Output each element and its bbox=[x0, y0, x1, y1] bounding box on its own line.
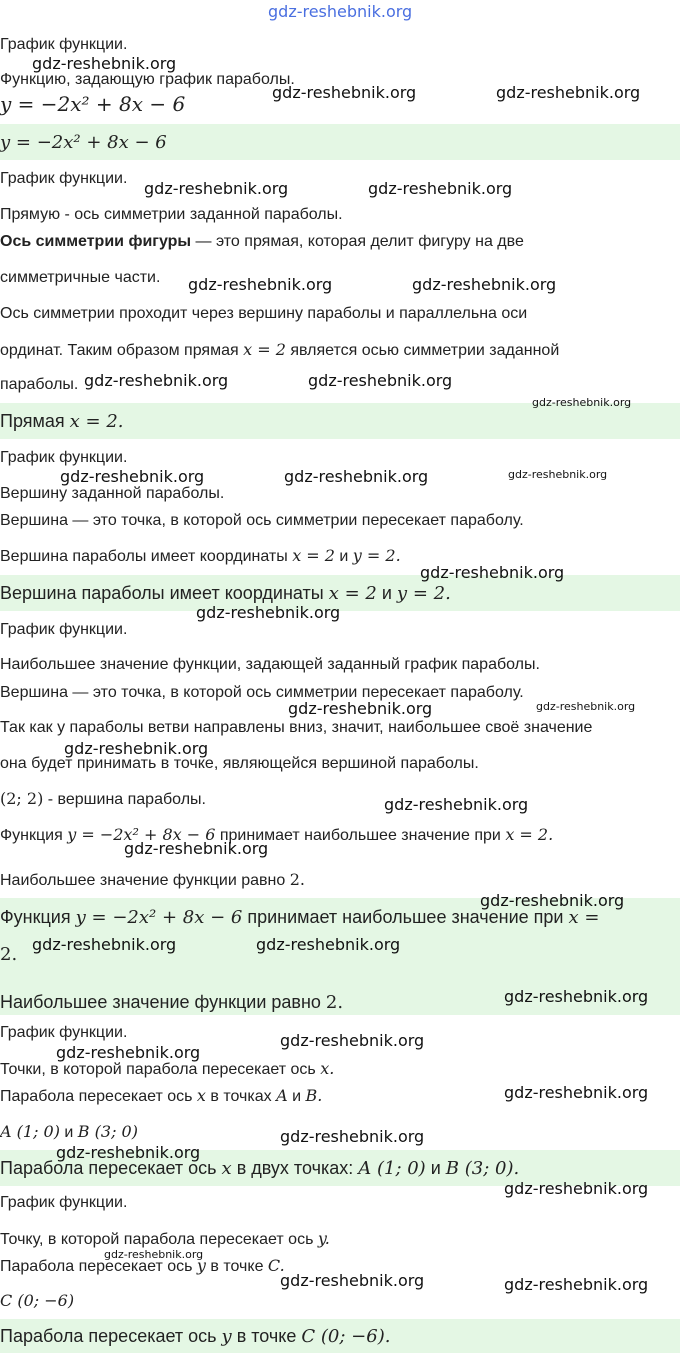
text-line: параболы. bbox=[0, 376, 79, 393]
watermark: gdz-reshebnik.org bbox=[60, 467, 205, 486]
text-line: она будет принимать в точке, являющейся вершиной параболы. bbox=[0, 755, 479, 772]
answer-text: Функция y = −2x² + 8x − 6 принимает наибольшее значение при x = bbox=[0, 907, 600, 928]
answer-text: Наибольшее значение функции равно 2. bbox=[0, 992, 344, 1013]
text-line: Парабола пересекает ось x в точках A и B. bbox=[0, 1086, 323, 1105]
watermark: gdz-reshebnik.org bbox=[288, 699, 433, 718]
watermark: gdz-reshebnik.org bbox=[84, 371, 229, 390]
text-line: График функции. bbox=[0, 449, 128, 466]
watermark: gdz-reshebnik.org bbox=[104, 1248, 204, 1261]
watermark: gdz-reshebnik.org bbox=[280, 1271, 425, 1290]
text-line: (2; 2) - вершина параболы. bbox=[0, 789, 206, 808]
watermark: gdz-reshebnik.org bbox=[284, 467, 429, 486]
text-line: График функции. bbox=[0, 36, 128, 53]
answer-text: Парабола пересекает ось y в точке C (0; −6). bbox=[0, 1326, 391, 1347]
text-line: Так как у параболы ветви направлены вниз, значит, наибольшее своё значение bbox=[0, 719, 593, 736]
watermark: gdz-reshebnik.org bbox=[144, 179, 289, 198]
watermark: gdz-reshebnik.org bbox=[196, 603, 341, 622]
text-line: График функции. bbox=[0, 621, 128, 638]
watermark: gdz-reshebnik.org bbox=[32, 935, 177, 954]
text-line: C (0; −6) bbox=[0, 1291, 75, 1310]
text-line: Парабола пересекает ось y в точке C. bbox=[0, 1256, 285, 1275]
answer-equation: y = −2x² + 8x − 6 bbox=[0, 132, 167, 153]
answer-box bbox=[0, 124, 680, 160]
watermark: gdz-reshebnik.org bbox=[384, 795, 529, 814]
watermark: gdz-reshebnik.org bbox=[32, 54, 177, 73]
text-line: Точки, в которой парабола пересекает ось x. bbox=[0, 1059, 335, 1078]
watermark: gdz-reshebnik.org bbox=[188, 275, 333, 294]
watermark: gdz-reshebnik.org bbox=[56, 1043, 201, 1062]
answer-text: Прямая x = 2. bbox=[0, 411, 124, 432]
watermark: gdz-reshebnik.org bbox=[124, 839, 269, 858]
watermark: gdz-reshebnik.org bbox=[272, 83, 417, 102]
answer-text-wrap: 2. bbox=[0, 944, 18, 965]
text-line: Наибольшее значение функции, задающей заданный график параболы. bbox=[0, 656, 540, 673]
watermark: gdz-reshebnik.org bbox=[480, 891, 625, 910]
watermark: gdz-reshebnik.org bbox=[308, 371, 453, 390]
watermark: gdz-reshebnik.org bbox=[496, 83, 641, 102]
watermark: gdz-reshebnik.org bbox=[420, 563, 565, 582]
text-line: Вершина параболы имеет координаты x = 2 и y = 2. bbox=[0, 546, 401, 565]
text-line: График функции. bbox=[0, 1024, 128, 1041]
watermark: gdz-reshebnik.org bbox=[64, 739, 209, 758]
text-line: График функции. bbox=[0, 1194, 128, 1211]
text-line: Вершину заданной параболы. bbox=[0, 485, 225, 502]
text-line: Вершина — это точка, в которой ось симметрии пересекает параболу. bbox=[0, 512, 524, 529]
equation: y = −2x² + 8x − 6 bbox=[0, 92, 186, 116]
text-line: График функции. bbox=[0, 170, 128, 187]
watermark: gdz-reshebnik.org bbox=[504, 1083, 649, 1102]
definition-line: Ось симметрии фигуры — это прямая, которая делит фигуру на две bbox=[0, 233, 524, 250]
watermark: gdz-reshebnik.org bbox=[508, 468, 608, 481]
watermark: gdz-reshebnik.org bbox=[56, 1143, 201, 1162]
text-line: Ось симметрии проходит через вершину параболы и параллельна оси bbox=[0, 305, 528, 322]
watermark: gdz-reshebnik.org bbox=[368, 179, 513, 198]
answer-text: Парабола пересекает ось x в двух точках: A (1; 0) и B (3; 0). bbox=[0, 1158, 520, 1179]
text-line: Функцию, задающую график параболы. bbox=[0, 71, 295, 88]
watermark: gdz-reshebnik.org bbox=[280, 1127, 425, 1146]
text-line: Наибольшее значение функции равно 2. bbox=[0, 870, 305, 889]
watermark: gdz-reshebnik.org bbox=[504, 1179, 649, 1198]
text-line: Прямую - ось симметрии заданной параболы. bbox=[0, 206, 343, 223]
watermark: gdz-reshebnik.org bbox=[536, 700, 636, 713]
watermark: gdz-reshebnik.org bbox=[412, 275, 557, 294]
text-line: ординат. Таким образом прямая x = 2 является осью симметрии заданной bbox=[0, 340, 560, 359]
watermark: gdz-reshebnik.org bbox=[504, 987, 649, 1006]
watermark: gdz-reshebnik.org bbox=[280, 1031, 425, 1050]
watermark: gdz-reshebnik.org bbox=[256, 935, 401, 954]
answer-text: Вершина параболы имеет координаты x = 2 и y = 2. bbox=[0, 583, 451, 604]
definition-term: Ось симметрии фигуры bbox=[0, 233, 192, 250]
answer-box bbox=[0, 1319, 680, 1353]
text-line: Вершина — это точка, в которой ось симметрии пересекает параболу. bbox=[0, 684, 524, 701]
watermark: gdz-reshebnik.org bbox=[504, 1275, 649, 1294]
text-line: Точку, в которой парабола пересекает ось y. bbox=[0, 1229, 330, 1248]
text-line: симметричные части. bbox=[0, 269, 161, 286]
watermark: gdz-reshebnik.org bbox=[532, 396, 632, 409]
site-watermark-link[interactable]: gdz-reshebnik.org bbox=[268, 2, 413, 21]
text-line: A (1; 0) и B (3; 0) bbox=[0, 1122, 138, 1141]
text-line: Функция y = −2x² + 8x − 6 принимает наибольшее значение при x = 2. bbox=[0, 825, 554, 844]
